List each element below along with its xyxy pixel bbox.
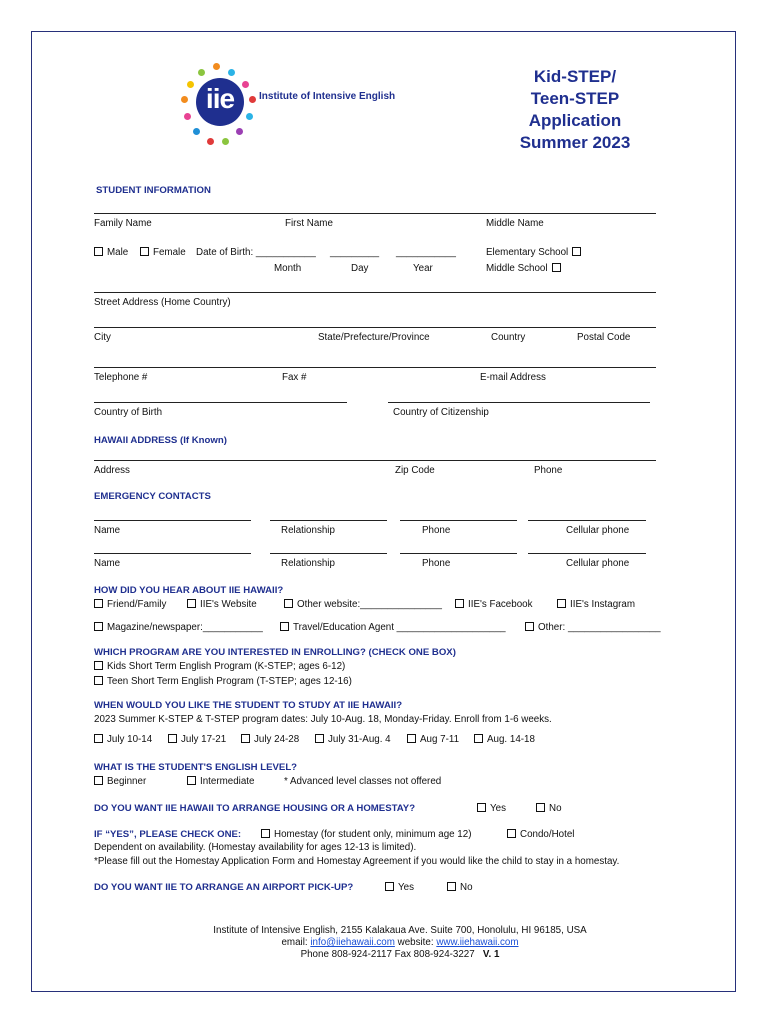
footer-phone: Phone 808-924-2117 Fax 808-924-3227 V. 1 [300,949,500,960]
checkbox[interactable] [536,803,545,812]
website-option[interactable]: IIE's Website [187,599,257,610]
emergency-name-label: Name [94,558,121,569]
logo-dot [184,113,191,120]
section-heading-level: WHAT IS THE STUDENT'S ENGLISH LEVEL? [94,762,298,773]
section-heading-dates: WHEN WOULD YOU LIKE THE STUDENT TO STUDY AT IIE HAWAII? [94,700,403,711]
checkbox[interactable] [94,776,103,785]
email-link[interactable]: info@iiehawaii.com [310,937,395,948]
emergency-relationship-line[interactable] [270,553,387,554]
logo-dot [213,63,220,70]
housing-yes-option[interactable]: Yes [477,803,506,814]
telephone-label: Telephone # [94,372,148,383]
emergency-phone-label: Phone [422,525,451,536]
week-option[interactable]: July 10-14 [94,734,152,745]
week-option[interactable]: Aug. 14-18 [474,734,535,745]
checkbox[interactable] [94,622,103,631]
homestay-form-note: *Please fill out the Homestay Application Form and Homestay Agreement if you would like the child to stay in a homestay. [94,856,620,867]
zip-label: Zip Code [395,465,435,476]
version-label: V. 1 [482,949,500,960]
emergency-relationship-label: Relationship [281,525,335,536]
logo-dot [236,128,243,135]
other-option[interactable]: Other: _________________ [525,622,661,633]
section-heading-emergency: EMERGENCY CONTACTS [94,491,211,502]
emergency-cell-label: Cellular phone [566,558,630,569]
friend-option[interactable]: Friend/Family [94,599,166,610]
checkbox[interactable] [140,247,149,256]
magazine-option[interactable]: Magazine/newspaper:___________ [94,622,263,633]
logo-dot [181,96,188,103]
emergency-name-label: Name [94,525,121,536]
checkbox[interactable] [94,676,103,685]
homestay-option[interactable]: Homestay (for student only, minimum age 12) [261,829,471,840]
logo-dot [207,138,214,145]
checkbox[interactable] [280,622,289,631]
fax-label: Fax # [282,372,307,383]
emergency-cell-label: Cellular phone [566,525,630,536]
emergency-cell-line[interactable] [528,553,646,554]
name-fill-line[interactable] [94,213,656,214]
emergency-phone-line[interactable] [400,553,517,554]
logo-dot [187,81,194,88]
checkbox[interactable] [447,882,456,891]
phone-fill-line[interactable] [94,367,656,368]
advanced-note: * Advanced level classes not offered [284,776,442,787]
tstep-option[interactable]: Teen Short Term English Program (T-STEP; ages 12-16) [94,676,352,687]
dob-field[interactable]: Date of Birth: ___________ [196,247,316,258]
emergency-cell-line[interactable] [528,520,646,521]
airport-yes-option[interactable]: Yes [385,882,414,893]
checkbox[interactable] [261,829,270,838]
email-label: E-mail Address [480,372,546,383]
section-heading-program: WHICH PROGRAM ARE YOU INTERESTED IN ENROLLING? (CHECK ONE BOX) [94,647,456,658]
footer [100,925,700,961]
checkbox[interactable] [455,599,464,608]
country-label: Country [491,332,526,343]
condo-option[interactable]: Condo/Hotel [507,829,574,840]
week-option[interactable]: Aug 7-11 [407,734,459,745]
checkbox[interactable] [525,622,534,631]
dob-day-field[interactable]: _________ [330,247,380,258]
checkbox[interactable] [168,734,177,743]
logo-dot [222,138,229,145]
postal-label: Postal Code [577,332,631,343]
male-option[interactable]: Male [94,247,128,258]
homestay-note: Dependent on availability. (Homestay availability for ages 12-13 is limited). [94,842,417,853]
logo-dot [242,81,249,88]
hawaii-phone-label: Phone [534,465,563,476]
checkbox[interactable] [385,882,394,891]
airport-no-option[interactable]: No [447,882,473,893]
logo-text: Institute of Intensive English [259,91,396,102]
emergency-relationship-label: Relationship [281,558,335,569]
section-heading-hear: HOW DID YOU HEAR ABOUT IIE HAWAII? [94,585,284,596]
facebook-option[interactable]: IIE's Facebook [455,599,533,610]
logo-dot [228,69,235,76]
middle-name-label: Middle Name [486,218,544,229]
family-name-label: Family Name [94,218,152,229]
section-heading-housing: DO YOU WANT IIE HAWAII TO ARRANGE HOUSING OR A HOMESTAY? [94,803,416,814]
logo-dot [193,128,200,135]
section-heading-airport: DO YOU WANT IIE TO ARRANGE AN AIRPORT PICK-UP? [94,882,354,893]
section-heading-student: STUDENT INFORMATION [96,185,211,196]
logo-dot [246,113,253,120]
checkbox[interactable] [315,734,324,743]
program-dates-info: 2023 Summer K-STEP & T-STEP program dates: July 10-Aug. 18, Monday-Friday. Enroll from 1-6 weeks. [94,714,552,725]
logo-dot [249,96,256,103]
street-label: Street Address (Home Country) [94,297,231,308]
section-heading-hawaii: HAWAII ADDRESS (If Known) [94,435,227,446]
instagram-option[interactable]: IIE's Instagram [557,599,635,610]
title-line: Teen-STEP [530,89,620,108]
street-fill-line[interactable] [94,292,656,293]
housing-no-option[interactable]: No [536,803,562,814]
state-label: State/Prefecture/Province [318,332,430,343]
emergency-phone-label: Phone [422,558,451,569]
emergency-name-line[interactable] [94,553,251,554]
week-option[interactable]: July 24-28 [241,734,299,745]
other-website-option[interactable]: Other website:_______________ [284,599,442,610]
checkbox[interactable] [94,661,103,670]
emergency-relationship-line[interactable] [270,520,387,521]
checkbox[interactable] [572,247,581,256]
checkbox[interactable] [477,803,486,812]
checkbox[interactable] [557,599,566,608]
checkbox[interactable] [94,599,103,608]
kstep-option[interactable]: Kids Short Term English Program (K-STEP; ages 6-12) [94,661,345,672]
form-title [505,66,645,154]
country-birth-label: Country of Birth [94,407,163,418]
beginner-option[interactable]: Beginner [94,776,146,787]
checkbox[interactable] [187,599,196,608]
travel-agent-option[interactable]: Travel/Education Agent ____________________ [280,622,506,633]
checkbox[interactable] [474,734,483,743]
female-option[interactable]: Female [140,247,186,258]
emergency-phone-line[interactable] [400,520,517,521]
week-option[interactable]: July 31-Aug. 4 [315,734,391,745]
country-citizenship-label: Country of Citizenship [393,407,489,418]
checkbox[interactable] [241,734,250,743]
month-label: Month [274,263,302,274]
website-link[interactable]: www.iiehawaii.com [436,937,519,948]
checkbox[interactable] [94,247,103,256]
logo-letters: iie [205,83,235,114]
footer-contact: email: info@iiehawaii.com website: www.iiehawaii.com [281,937,519,948]
city-label: City [94,332,111,343]
checkbox[interactable] [407,734,416,743]
year-label: Year [413,263,433,274]
first-name-label: First Name [285,218,333,229]
checkbox[interactable] [507,829,516,838]
logo-dot [198,69,205,76]
title-line: Application [528,111,622,130]
address-label: Address [94,465,130,476]
citizenship-fill-line[interactable] [388,402,650,403]
checkbox[interactable] [94,734,103,743]
elementary-option[interactable]: Elementary School [486,247,581,258]
checkbox[interactable] [187,776,196,785]
emergency-name-line[interactable] [94,520,251,521]
birth-country-fill-line[interactable] [94,402,347,403]
hawaii-fill-line[interactable] [94,460,656,461]
intermediate-option[interactable]: Intermediate [187,776,254,787]
checkbox[interactable] [552,263,561,272]
middle-school-option[interactable]: Middle School [486,263,561,274]
title-line: Kid-STEP/ [533,67,617,86]
city-fill-line[interactable] [94,327,656,328]
week-option[interactable]: July 17-21 [168,734,226,745]
day-label: Day [351,263,369,274]
title-line: Summer 2023 [519,133,631,152]
footer-address: Institute of Intensive English, 2155 Kalakaua Ave. Suite 700, Honolulu, HI 96185, USA [213,925,587,936]
if-yes-heading: IF “YES”, PLEASE CHECK ONE: [94,829,242,840]
checkbox[interactable] [284,599,293,608]
dob-year-field[interactable]: ___________ [396,247,456,258]
